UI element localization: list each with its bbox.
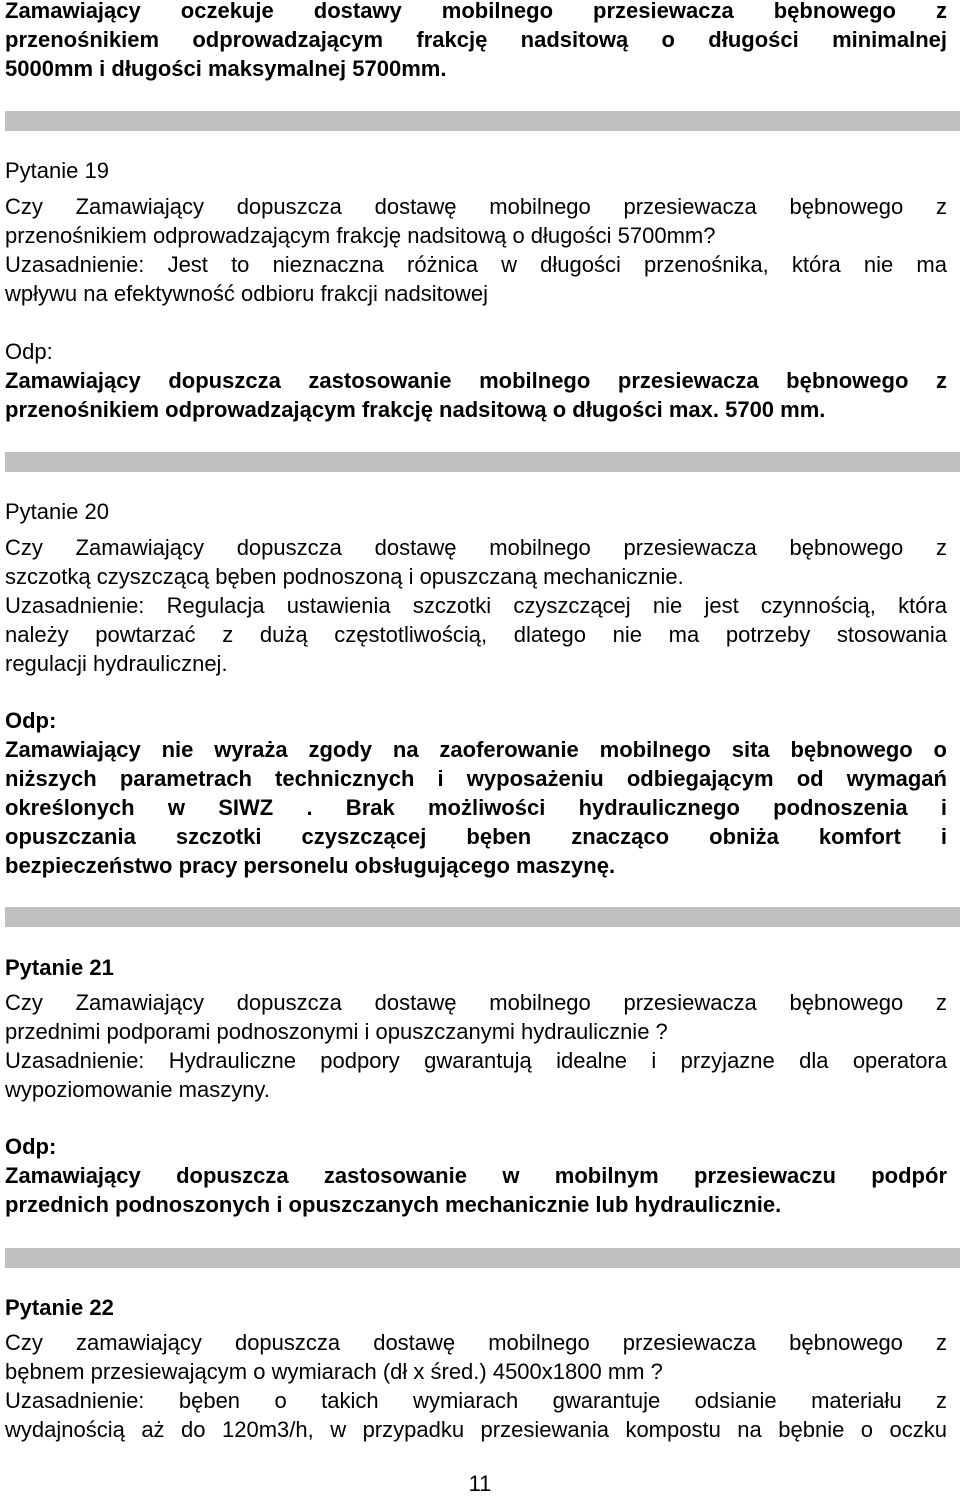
question-19-justification-1: Uzasadnienie: Jest to nieznaczna różnica w długości przenośnika, która nie ma	[5, 252, 947, 277]
section-separator	[5, 111, 960, 131]
question-19-line-1: Czy Zamawiający dopuszcza dostawę mobilnego przesiewacza bębnowego z	[5, 194, 947, 219]
question-21-title: Pytanie 21	[5, 955, 114, 980]
question-19-line-2: przenośnikiem odprowadzającym frakcję nadsitową o długości 5700mm?	[5, 223, 716, 248]
question-20-line-1: Czy Zamawiający dopuszcza dostawę mobilnego przesiewacza bębnowego z	[5, 535, 947, 560]
intro-line-1: Zamawiający oczekuje dostawy mobilnego przesiewacza bębnowego z	[5, 0, 947, 23]
question-19-answer-label: Odp:	[5, 339, 53, 364]
question-21-answer-label: Odp:	[5, 1134, 57, 1159]
question-21-justification-2: wypoziomowanie maszyny.	[5, 1077, 270, 1102]
question-20-line-2: szczotką czyszczącą bęben podnoszoną i opuszczaną mechanicznie.	[5, 564, 684, 589]
question-22-title: Pytanie 22	[5, 1295, 114, 1320]
question-20-title: Pytanie 20	[5, 499, 109, 524]
question-20-answer-1: Zamawiający nie wyraża zgody na zaoferowanie mobilnego sita bębnowego o	[5, 737, 947, 762]
page-number: 11	[468, 1471, 492, 1496]
question-20-answer-4: opuszczania szczotki czyszczącej bęben znacząco obniża komfort i	[5, 824, 947, 849]
intro-line-2: przenośnikiem odprowadzającym frakcję nadsitową o długości minimalnej	[5, 27, 947, 52]
question-20-answer-2: niższych parametrach technicznych i wyposażeniu odbiegającym od wymagań	[5, 766, 947, 791]
question-22-justification-1: Uzasadnienie: bęben o takich wymiarach gwarantuje odsianie materiału z	[5, 1388, 947, 1413]
intro-line-3: 5000mm i długości maksymalnej 5700mm.	[5, 56, 447, 81]
question-20-justification-1: Uzasadnienie: Regulacja ustawienia szczotki czyszczącej nie jest czynnością, która	[5, 593, 947, 618]
question-21-answer-2: przednich podnoszonych i opuszczanych mechanicznie lub hydraulicznie.	[5, 1192, 782, 1217]
question-20-justification-2: należy powtarzać z dużą częstotliwością, dlatego nie ma potrzeby stosowania	[5, 622, 947, 647]
question-21-answer-1: Zamawiający dopuszcza zastosowanie w mobilnym przesiewaczu podpór	[5, 1163, 947, 1188]
question-20-answer-label: Odp:	[5, 708, 57, 733]
question-21-line-1: Czy Zamawiający dopuszcza dostawę mobilnego przesiewacza bębnowego z	[5, 990, 947, 1015]
section-separator	[5, 452, 960, 472]
question-22-justification-2: wydajnością aż do 120m3/h, w przypadku przesiewania kompostu na bębnie o oczku	[5, 1417, 947, 1442]
question-21-justification-1: Uzasadnienie: Hydrauliczne podpory gwarantują idealne i przyjazne dla operatora	[5, 1048, 947, 1073]
section-separator	[5, 907, 960, 927]
question-19-justification-2: wpływu na efektywność odbioru frakcji nadsitowej	[5, 281, 489, 306]
question-19-answer-2: przenośnikiem odprowadzającym frakcję nadsitową o długości max. 5700 mm.	[5, 397, 826, 422]
section-separator	[5, 1248, 960, 1268]
question-20-answer-3: określonych w SIWZ . Brak możliwości hydraulicznego podnoszenia i	[5, 795, 947, 820]
question-22-line-2: bębnem przesiewającym o wymiarach (dł x śred.) 4500x1800 mm ?	[5, 1359, 663, 1384]
question-20-answer-5: bezpieczeństwo pracy personelu obsługującego maszynę.	[5, 853, 616, 878]
question-19-answer-1: Zamawiający dopuszcza zastosowanie mobilnego przesiewacza bębnowego z	[5, 368, 947, 393]
question-20-justification-3: regulacji hydraulicznej.	[5, 651, 228, 676]
question-19-title: Pytanie 19	[5, 158, 109, 183]
question-21-line-2: przednimi podporami podnoszonymi i opuszczanymi hydraulicznie ?	[5, 1019, 668, 1044]
question-22-line-1: Czy zamawiający dopuszcza dostawę mobilnego przesiewacza bębnowego z	[5, 1330, 947, 1355]
